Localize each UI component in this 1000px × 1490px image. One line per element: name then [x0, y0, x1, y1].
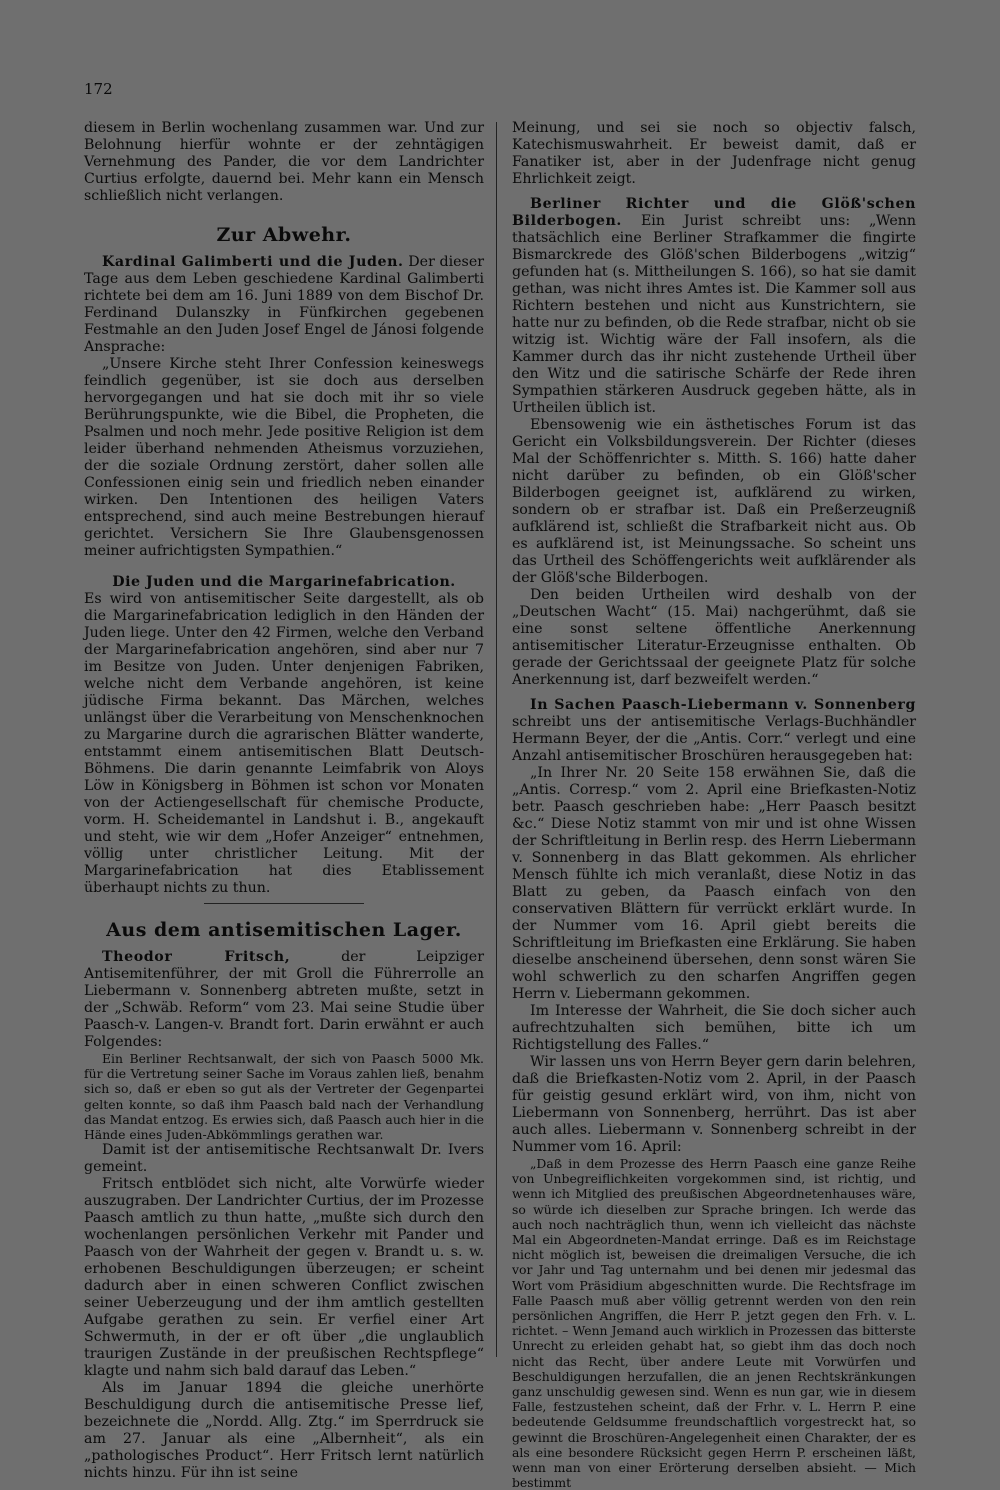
column-rule — [496, 122, 497, 1357]
richter-paragraph-3: Den beiden Urtheilen wird deshalb von der „Deutschen Wacht“ (15. Mai) nachgerühmt, daß sie eine sonst seltene öffentliche Anerkennung antisemitischer Literatur-Erzeugnisse enthalten. Ob gerade der Gerichtssaal der geeignete Platz für solche Anerkennung ist, darf bezweifelt werden.“ — [512, 587, 916, 688]
article-heading-richter: Berliner Richter und die Glöß'schen Bilderbogen. — [512, 196, 916, 229]
article-text-margarine: Es wird von antisemitischer Seite dargestellt, als ob die Margarinefabrication lediglich in den Händen der Juden liege. Unter den 42 Firmen, welche den Verband der Margarinefabrication angehören, sind aber nur 7 im Besitze von Juden. Unter denjenigen Fabriken, welche nicht dem Verbande angehören, ist keine jüdische Firma bekannt. Das Märchen, welches unlängst über die Verarbeitung von Menschenknochen zu Margarine durch die agrarischen Blätter wanderte, entstammt einem antisemitischen Blatt Deutsch-Böhmens. Die darin genannte Leimfabrik von Aloys Löw in Königsberg in Böhmen ist schon vor Monaten von der Actiengesellschaft für chemische Producte, vorm. H. Scheidemantel in Landshut i. B., angekauft und steht, wie wir dem „Hofer Anzeiger“ entnehmen, völlig unter christlicher Leitung. Mit der Margarinefabrication hat dies Etablissement überhaupt nichts zu thun. — [84, 591, 484, 896]
article-text-richter: Ein Jurist schreibt uns: „Wenn thatsächlich eine Berliner Strafkammer die fingirte Bismarckrede des Glöß'schen Bilderbogens „witzig“ gefunden hat (s. Mittheilungen S. 166), so hat sie damit gethan, was nicht ihres Amtes ist. Die Kammer soll aus Richtern bestehen und nicht aus Kunstrichtern, sie hatte nur zu befinden, ob die Rede strafbar, nicht ob sie witzig ist. Wichtig wäre der Fall insofern, als die Kammer durch das ihr nicht zustehende Urtheil über den Witz und die satirische Schärfe der Rede ihren Sympathien stärkeren Ausdruck gegeben hätte, als in Urtheilen üblich ist. — [512, 213, 916, 416]
article-heading-fritsch: Theodor Fritsch, — [102, 949, 291, 965]
article-fritsch — [84, 949, 484, 1051]
page-number: 172 — [84, 80, 113, 98]
intro-paragraph: diesem in Berlin wochenlang zusammen war. Und zur Belohnung hierfür wohnte er der zehntägigen Vernehmung des Pander, die vor dem Landrichter Curtius erfolgte, dauernd bei. Mehr kann ein Mensch schließlich nicht verlangen. — [84, 120, 484, 204]
article-paasch — [512, 697, 916, 765]
beyer-letter-closing: Im Interesse der Wahrheit, die Sie doch sicher auch aufrechtzuhalten sich bemühen, bitte ich um Richtigstellung des Falles.“ — [512, 1003, 916, 1053]
article-text-paasch: schreibt uns der antisemitische Verlags-Buchhändler Hermann Beyer, der die „Antis. Corr.“ verlegt und eine Anzahl antisemitischer Broschüren herausgegeben hat: — [512, 714, 916, 764]
fritsch-curtius-paragraph: Fritsch entblödet sich nicht, alte Vorwürfe wieder auszugraben. Der Landrichter Curtius, der im Prozesse Paasch amtlich zu thun hatte, „mußte sich durch den wochenlangen persönlichen Verkehr mit Pander und Paasch von der Wahrheit der gegen v. Brandt u. s. w. erhobenen Beschuldigungen überzeugen; er scheint dadurch aber in einen schweren Conflict zwischen seiner Ueberzeugung und der ihm amtlich gestellten Aufgabe gerathen zu sein. Er verfiel einer Art Schwermuth, in der er oft über „die unglaublich traurigen Zustände in der preußischen Rechtspflege“ klagte und nahm sich bald darauf das Leben.“ — [84, 1176, 484, 1380]
article-heading-galimberti: Kardinal Galimberti und die Juden. — [102, 254, 404, 270]
section-title-zur-abwehr: Zur Abwehr. — [216, 224, 352, 246]
left-column — [84, 120, 484, 1482]
article-text-galimberti: Der dieser Tage aus dem Leben geschiedene Kardinal Galimberti richtete bei dem am 16. Juni 1889 von dem Bischof Dr. Ferdinand Dulanszky in Fünfkirchen gegebenen Festmahle an den Juden Josef Engel de Jánosi folgende Ansprache: — [84, 254, 484, 355]
fritsch-ivers-note: Damit ist der antisemitische Rechtsanwalt Dr. Ivers gemeint. — [84, 1142, 484, 1176]
section-divider — [204, 903, 364, 904]
liebermann-quote-small-print: „Daß in dem Prozesse des Herrn Paasch eine ganze Reihe von Unbegreiflichkeiten vorgekommen sind, ist richtig, und wenn ich Mitglied des preußischen Abgeordnetenhauses wäre, so würde ich dieselben zur Sprache bringen. Ich werde das auch noch nachträglich thun, wenn ich vielleicht das nächste Mal ein Abgeordneten-Mandat erringe. Daß es im Reichstage nicht möglich ist, beweisen die dreimaligen Versuche, die ich vor Jahr und Tag unternahm und bei denen mir jedesmal das Wort vom Präsidium abgeschnitten wurde. Die Rechtsfrage im Falle Paasch muß aber völlig getrennt werden von den rein persönlichen Angriffen, die Herr P. jetzt gegen den Frh. v. L. richtet. – Wenn Jemand auch wirklich in Prozessen das bitterste Unrecht zu erleiden gehabt hat, so giebt ihm das doch noch nicht das Recht, über andere Leute mit Vorwürfen und Beschuldigungen herzufallen, die an jenen Rechtskränkungen ganz unschuldig gewesen sind. Wenn es nun gar, wie in diesem Falle, festzustehen scheint, daß der Frhr. v. L. Herrn P. eine bedeutende Geldsumme freundschaftlich vorgestreckt hat, so gewinnt die Broschüren-Angelegenheit einen Charakter, der es als eine besondere Rücksicht gegen Herrn P. erscheinen läßt, wenn man von einer Erörterung derselben absieht. — Mich bestimmt — [512, 1156, 916, 1490]
richter-paragraph-2: Ebensowenig wie ein ästhetisches Forum ist das Gericht ein Volksbildungsverein. Der Richter (dieses Mal der Schöffenrichter s. Mitth. S. 166) hatte daher nicht darüber zu befinden, ob ein Glöß'scher Bilderbogen geeignet ist, aufklärend zu wirken, sondern ob er strafbar ist. Daß ein Preßerzeugniß aufklärend ist, schließt die Strafbarkeit nicht aus. Ob es aufklärend ist, ist Meinungssache. So scheint uns das Urtheil des Schöffengerichts weit aufklärender als der Glöß'sche Bilderbogen. — [512, 417, 916, 586]
right-column — [512, 120, 917, 1490]
continued-paragraph: Meinung, und sei sie noch so objectiv falsch, Katechismuswahrheit. Er beweist damit, daß er Fanatiker ist, aber in der Judenfrage nicht genug Ehrlichkeit zeigt. — [512, 120, 916, 187]
article-heading-margarine: Die Juden und die Margarinefabrication. — [112, 574, 456, 590]
galimberti-quote: „Unsere Kirche steht Ihrer Confession keineswegs feindlich gegenüber, ist sie doch aus derselben hervorgegangen und hat sie doch mit ihr so viele Berührungspunkte, wie die Bibel, die Propheten, die Psalmen und noch mehr. Jede positive Religion ist dem leider überhand nehmenden Atheismus vorzuziehen, der die soziale Ordnung zerstört, daher sollen alle Confessionen einig sein und friedlich neben einander wirken. Den Intentionen des heiligen Vaters entsprechend, sind auch meine Bestrebungen hierauf gerichtet. Versichern Sie Ihre Glaubensgenossen meiner aufrichtigsten Sympathien.“ — [84, 356, 484, 559]
article-text-fritsch: der Leipziger Antisemitenführer, der mit Groll die Führerrolle an Liebermann v. Sonnenberg abtreten mußte, setzt in der „Schwäb. Reform“ vom 23. Mai seine Studie über Paasch-v. Langen-v. Brandt fort. Darin erwähnt er auch Folgendes: — [84, 949, 484, 1050]
article-richter — [512, 196, 916, 417]
editor-response: Wir lassen uns von Herrn Beyer gern darin belehren, daß die Briefkasten-Notiz vom 2. April, in der Paasch für geistig gesund erklärt wird, von ihm, nicht von Liebermann von Sonnenberg, herrührt. Das ist aber auch alles. Liebermann v. Sonnenberg schreibt in der Nummer vom 16. April: — [512, 1054, 916, 1155]
fritsch-quote-small-print: Ein Berliner Rechtsanwalt, der sich von Paasch 5000 Mk. für die Vertretung seiner Sache im Voraus zahlen ließ, benahm sich so, daß er eben so gut als der Vertreter der Gegenpartei gelten konnte, so daß ihm Paasch bald nach der Verhandlung das Mandat entzog. Es erwies sich, daß Paasch auch hier in die Hände eines Juden-Abkömmlings gerathen war. — [84, 1051, 484, 1143]
section-title-antisemitischen-lager: Aus dem antisemitischen Lager. — [106, 919, 462, 941]
fritsch-januar-paragraph: Als im Januar 1894 die gleiche unerhörte Beschuldigung durch die antisemitische Presse lief, bezeichnete die „Nordd. Allg. Ztg.“ im Sperrdruck sie am 27. Januar als eine „Albernheit“, als ein „pathologisches Product“. Herr Fritsch lernt natürlich nichts hinzu. Für ihn ist seine — [84, 1380, 484, 1482]
article-heading-paasch: In Sachen Paasch-Liebermann v. Sonnenberg — [530, 697, 916, 713]
beyer-letter: „In Ihrer Nr. 20 Seite 158 erwähnen Sie, daß die „Antis. Corresp.“ vom 2. April eine Briefkasten-Notiz betr. Paasch geschrieben habe: „Herr Paasch besitzt &c.“ Diese Notiz stammt von mir und ist ohne Wissen der Schriftleitung in Berlin resp. des Herrn Liebermann v. Sonnenberg in das Blatt gekommen. Als ehrlicher Mensch fühlte ich mich veranlaßt, diese Notiz in das Blatt zu geben, da Paasch einfach von den conservativen Blättern für verrückt erklärt wurde. In der Nummer vom 16. April giebt bereits die Schriftleitung im Briefkasten eine Erklärung. Sie haben dieselbe anscheinend übersehen, denn sonst wären Sie wohl schwerlich zu den scharfen Angriffen gegen Herrn v. Liebermann gekommen. — [512, 765, 917, 1002]
article-galimberti — [84, 254, 484, 356]
